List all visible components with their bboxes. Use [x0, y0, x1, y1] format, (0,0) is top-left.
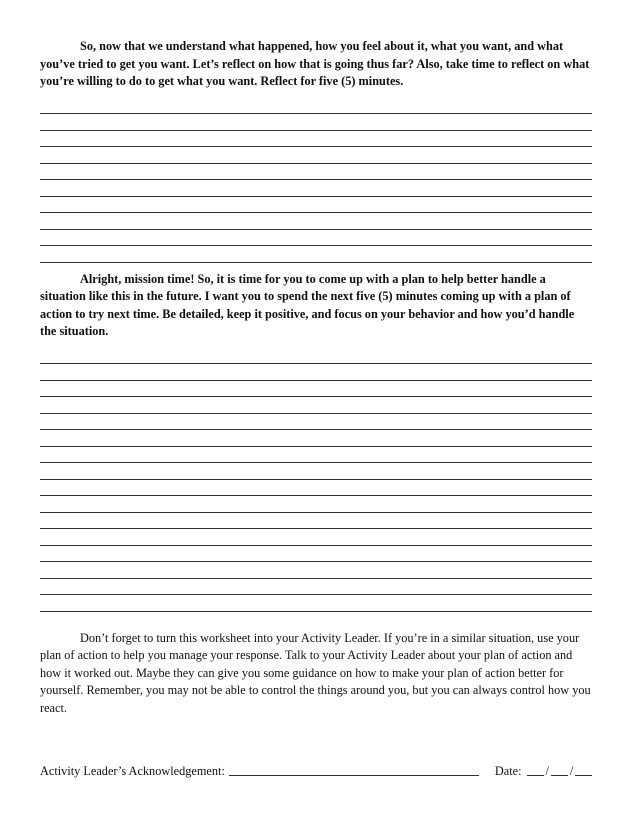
- answer-line[interactable]: [40, 381, 592, 398]
- answer-line[interactable]: [40, 131, 592, 148]
- answer-line[interactable]: [40, 414, 592, 431]
- answer-line[interactable]: [40, 430, 592, 447]
- acknowledgement-row: [40, 763, 600, 779]
- worksheet-page: [40, 38, 592, 717]
- date-label: Date:: [494, 764, 522, 778]
- answer-line[interactable]: [40, 98, 592, 115]
- answer-line[interactable]: [40, 147, 592, 164]
- date-year-blank[interactable]: [575, 763, 592, 776]
- answer-line[interactable]: [40, 513, 592, 530]
- answer-line[interactable]: [40, 348, 592, 365]
- plan-answer-lines[interactable]: [40, 348, 592, 612]
- answer-line[interactable]: [40, 180, 592, 197]
- answer-line[interactable]: [40, 114, 592, 131]
- reflection-answer-lines[interactable]: [40, 98, 592, 263]
- date-separator: /: [545, 764, 549, 778]
- plan-of-action-prompt: Alright, mission time! So, it is time for you to come up with a plan to help better handle a situation like this in the future. I want you to spend the next five (5) minutes coming up with a plan of action to try next time. Be detailed, keep it positive, and focus on your behavior and how you’d handle the situation.: [40, 271, 575, 338]
- answer-line[interactable]: [40, 447, 592, 464]
- date-month-blank[interactable]: [527, 763, 544, 776]
- closing-instructions: Don’t forget to turn this worksheet into your Activity Leader. If you’re in a similar situation, use your plan of action to help you manage your response. Talk to your Activity Leader about your plan of action and how it worked out. Maybe they can give you some guidance on how to make your plan of action better for yourself. Remember, you may not be able to control the things around you, but you can always control how you react.: [40, 630, 591, 715]
- answer-line[interactable]: [40, 579, 592, 596]
- acknowledgement-signature-line[interactable]: [229, 763, 479, 776]
- date-day-blank[interactable]: [551, 763, 568, 776]
- answer-line[interactable]: [40, 480, 592, 497]
- answer-line[interactable]: [40, 397, 592, 414]
- acknowledgement-label: Activity Leader’s Acknowledgement:: [40, 764, 225, 778]
- answer-line[interactable]: [40, 496, 592, 513]
- answer-line[interactable]: [40, 364, 592, 381]
- answer-line[interactable]: [40, 529, 592, 546]
- answer-line[interactable]: [40, 562, 592, 579]
- reflection-prompt: So, now that we understand what happened, how you feel about it, what you want, and what you’ve tried to get you want. Let’s reflect on how that is going thus far? Also, take time to reflect on what you’re willing to do to get what you want. Reflect for five (5) minutes.: [40, 39, 590, 88]
- answer-line[interactable]: [40, 164, 592, 181]
- date-separator: /: [569, 764, 574, 778]
- answer-line[interactable]: [40, 230, 592, 247]
- answer-line[interactable]: [40, 546, 592, 563]
- answer-line[interactable]: [40, 463, 592, 480]
- answer-line[interactable]: [40, 595, 592, 612]
- answer-line[interactable]: [40, 197, 592, 214]
- answer-line[interactable]: [40, 213, 592, 230]
- answer-line[interactable]: [40, 246, 592, 263]
